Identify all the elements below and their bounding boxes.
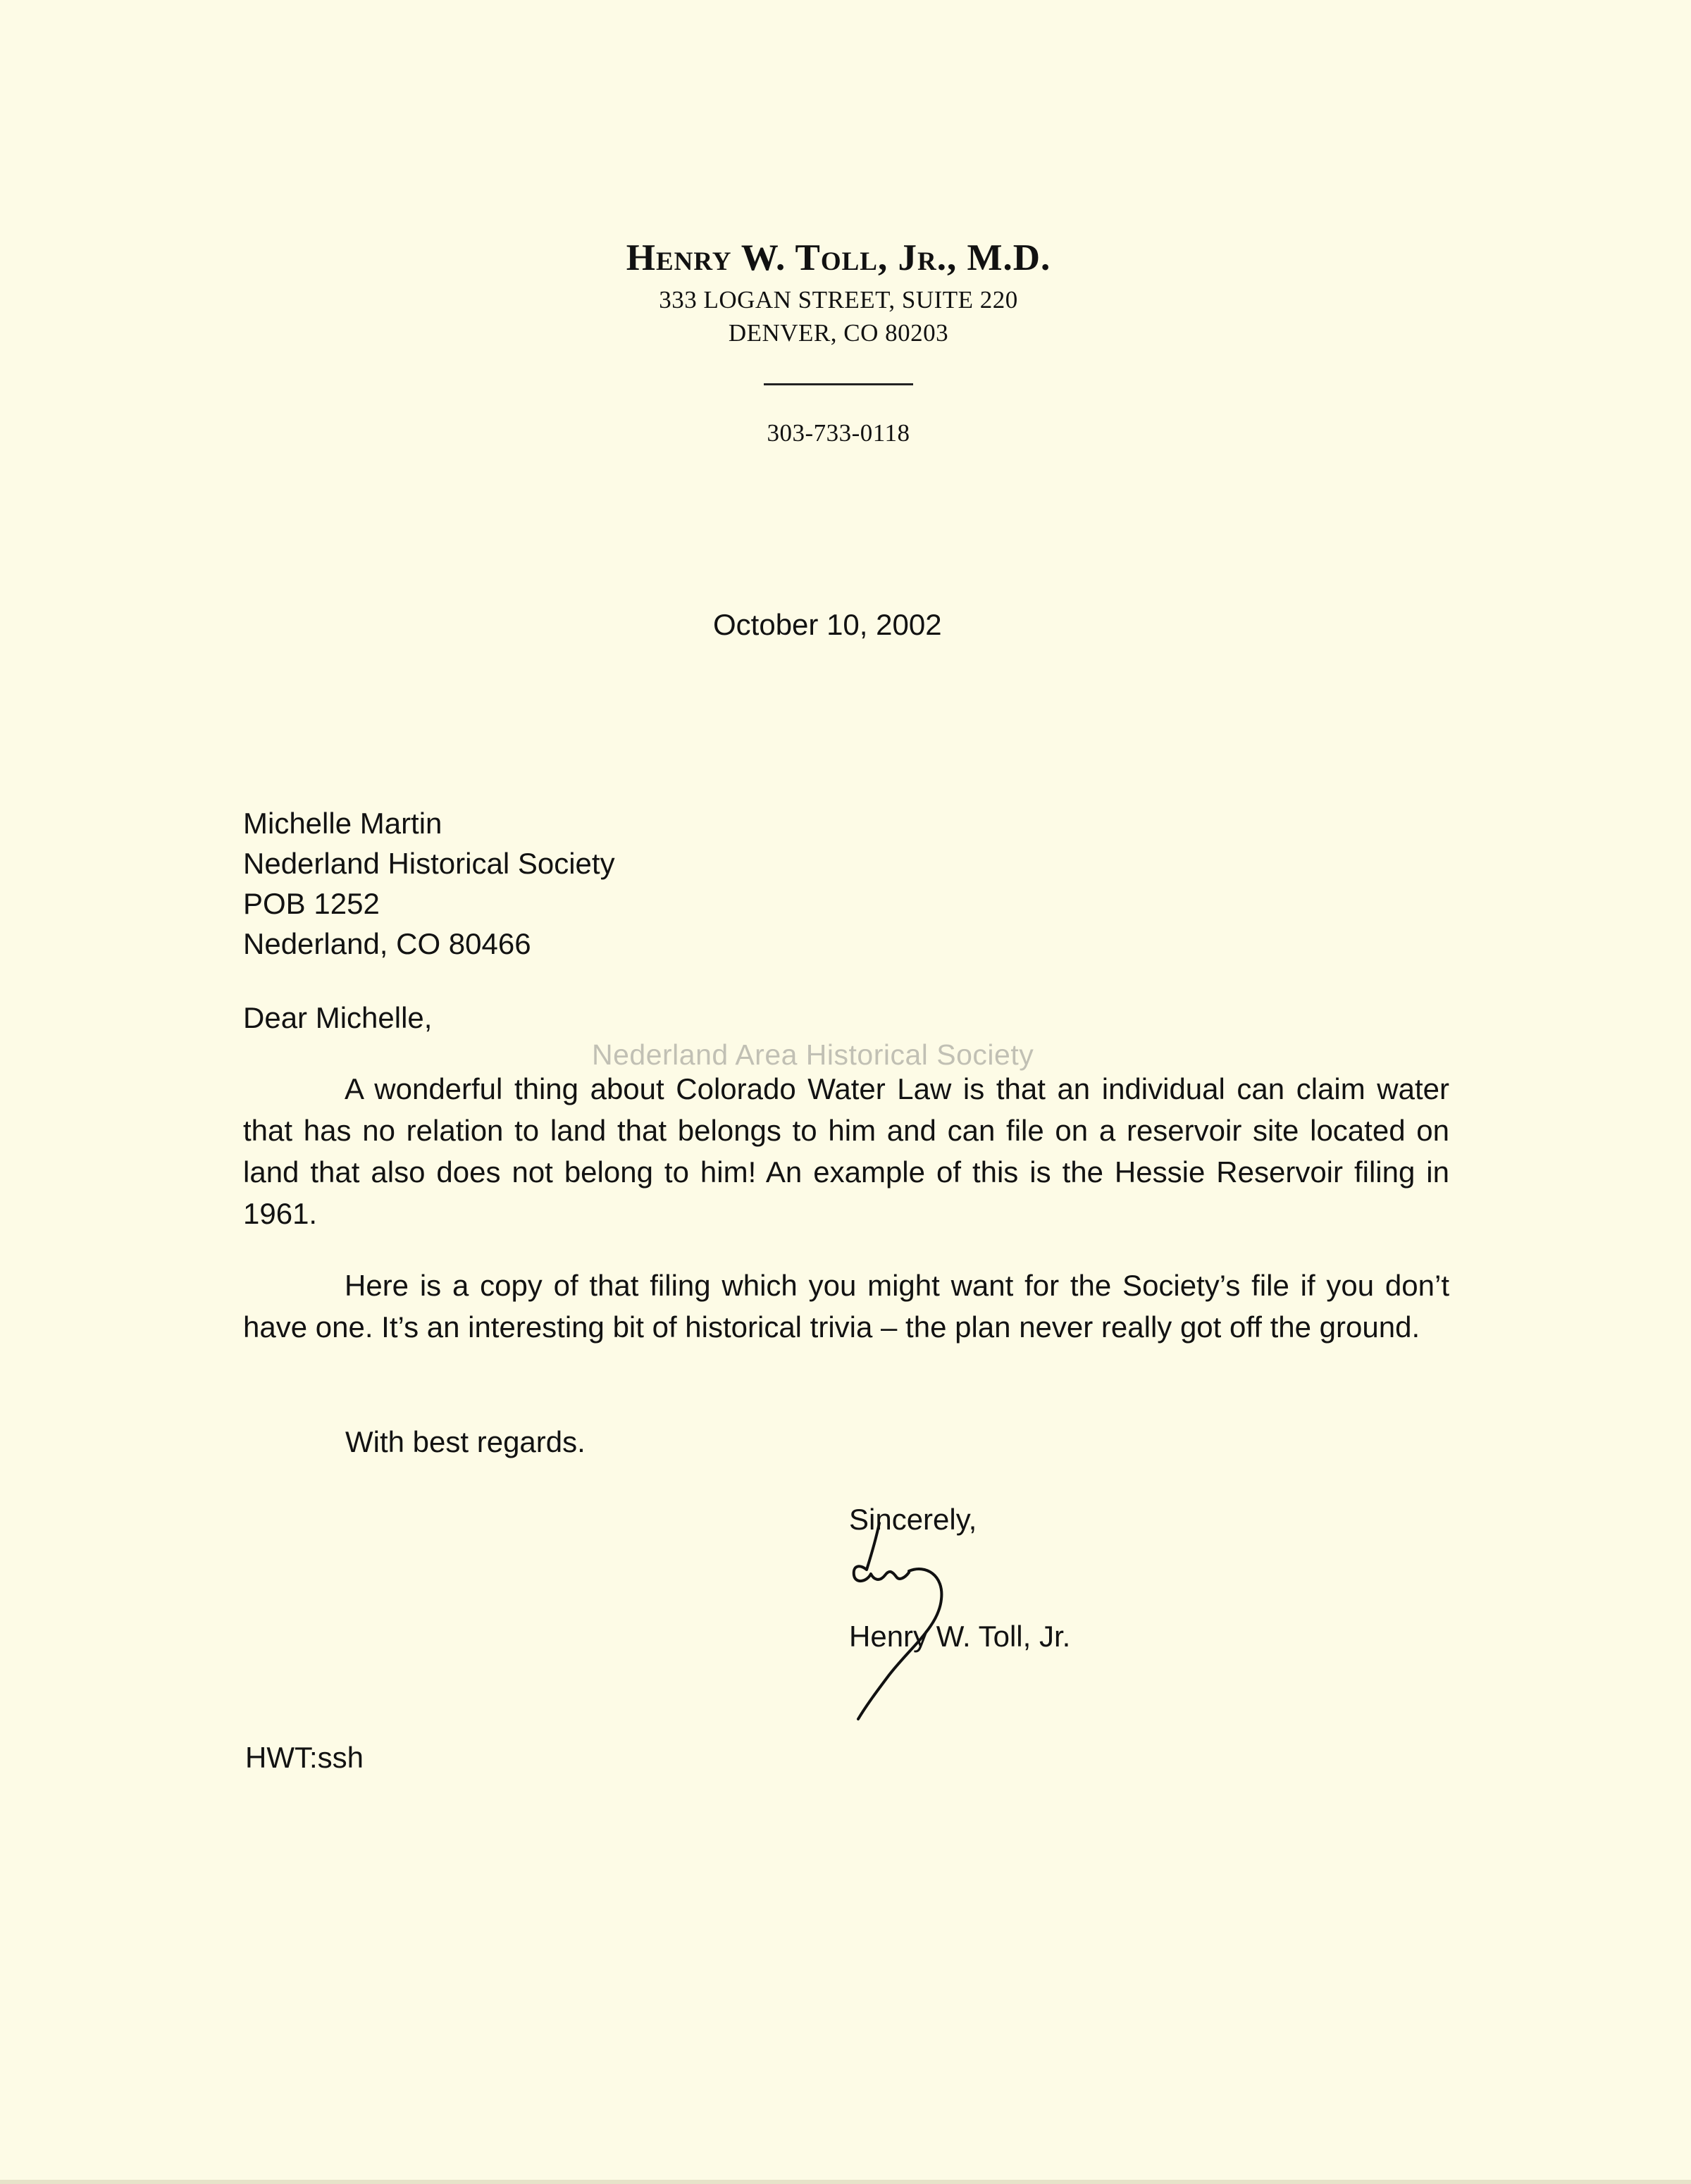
letterhead <box>493 232 1184 447</box>
salutation: Dear Michelle, <box>243 1001 433 1034</box>
closing-line: With best regards. <box>345 1425 586 1458</box>
recipient-po-box: POB 1252 <box>243 887 380 920</box>
recipient-organization: Nederland Historical Society <box>243 847 615 880</box>
letterhead-phone: 303-733-0118 <box>767 419 910 447</box>
letterhead-street: 333 LOGAN STREET, SUITE 220 <box>659 286 1018 314</box>
signer-name: Henry W. Toll, Jr. <box>849 1620 1071 1653</box>
page-bottom-edge <box>0 2180 1691 2184</box>
sign-off: Sincerely, <box>849 1503 977 1536</box>
recipient-address <box>243 803 615 964</box>
recipient-city: Nederland, CO 80466 <box>243 927 531 960</box>
watermark-stamp: Nederland Area Historical Society <box>592 1038 1034 1071</box>
body-paragraph-1: A wonderful thing about Colorado Water Law is that an individual can claim water that has no relation to land that belongs to him and can file on a reservoir site located on land that also does not belong to him! An example of this is the Hessie Reservoir filing in 1961. <box>243 1072 1449 1230</box>
letterhead-name: Henry W. Toll, Jr., M.D. <box>626 237 1051 278</box>
letter-date: October 10, 2002 <box>713 608 942 641</box>
body-paragraph-2: Here is a copy of that filing which you might want for the Society’s file if you don’t have one. It’s an interesting bit of historical trivia – the plan never really got off the ground. <box>243 1269 1449 1344</box>
letterhead-city: DENVER, CO 80203 <box>728 319 949 347</box>
recipient-name: Michelle Martin <box>243 807 442 840</box>
letterhead-divider <box>764 383 913 385</box>
typist-initials: HWT:ssh <box>245 1741 364 1774</box>
